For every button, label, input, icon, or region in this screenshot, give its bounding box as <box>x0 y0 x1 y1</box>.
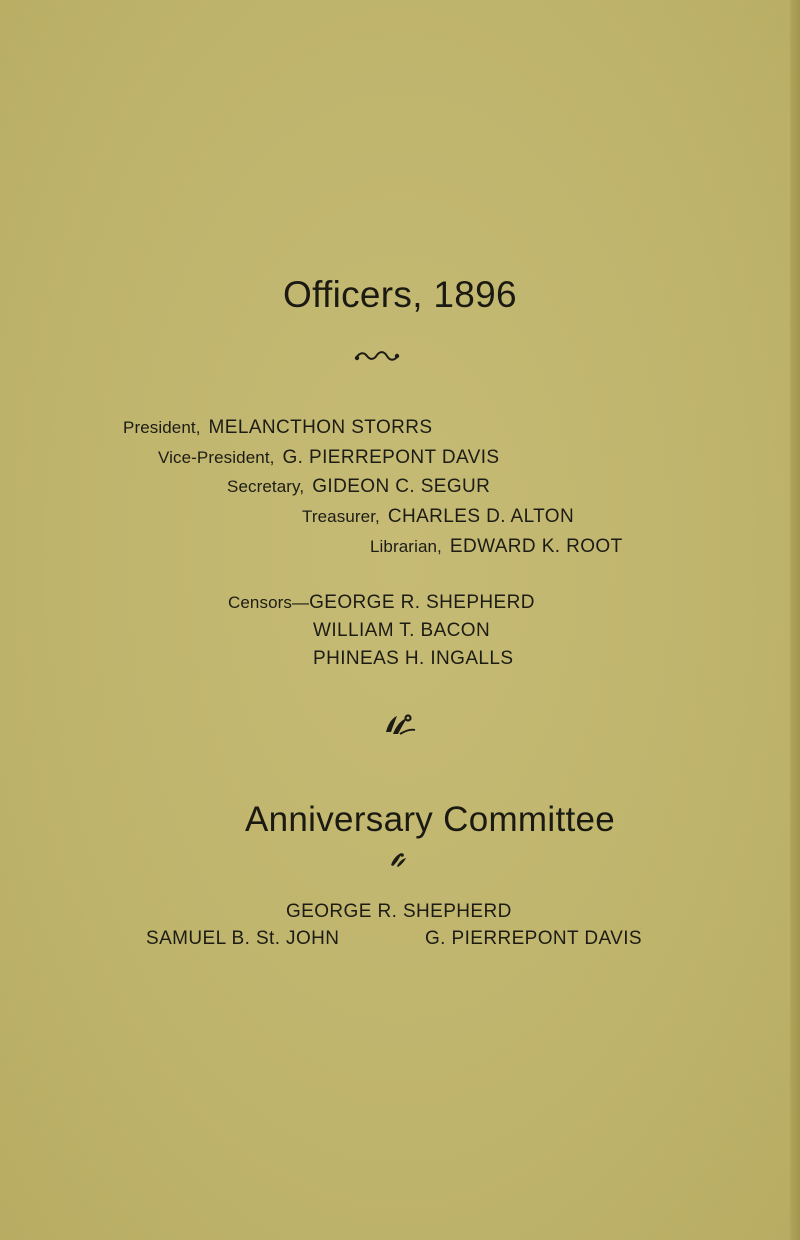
officer-title: Librarian, <box>370 537 442 556</box>
officer-title: Secretary, <box>227 477 305 496</box>
ornament-scroll-icon <box>354 350 400 364</box>
committee-chair: GEORGE R. SHEPHERD <box>286 901 512 922</box>
officer-row <box>123 417 432 439</box>
officer-row <box>227 476 490 498</box>
officer-title: President, <box>123 418 201 437</box>
censor-name: PHINEAS H. INGALLS <box>313 648 514 669</box>
committee-title: Anniversary Committee <box>245 800 616 839</box>
officer-title: Vice-President, <box>158 448 275 467</box>
officers-title: Officers, 1896 <box>283 274 517 315</box>
committee-member: G. PIERREPONT DAVIS <box>425 928 642 949</box>
officer-name: G. PIERREPONT DAVIS <box>282 447 500 468</box>
censors-row <box>228 592 535 614</box>
officer-name: MELANCTHON STORRS <box>208 417 433 438</box>
officer-name: CHARLES D. ALTON <box>387 506 575 527</box>
censors-label: Censors— <box>228 593 310 612</box>
officer-name: EDWARD K. ROOT <box>449 536 623 557</box>
officer-row <box>370 536 623 558</box>
page-edge <box>790 0 800 1240</box>
leaf-ornament-icon <box>389 851 407 867</box>
fleuron-icon <box>383 712 417 736</box>
censor-name: WILLIAM T. BACON <box>313 620 491 641</box>
censor-name: GEORGE R. SHEPHERD <box>309 592 535 613</box>
officer-row <box>158 447 499 469</box>
officer-name: GIDEON C. SEGUR <box>312 476 491 497</box>
officer-title: Treasurer, <box>302 507 380 526</box>
officer-row <box>302 506 574 528</box>
committee-member: SAMUEL B. St. JOHN <box>146 928 340 949</box>
